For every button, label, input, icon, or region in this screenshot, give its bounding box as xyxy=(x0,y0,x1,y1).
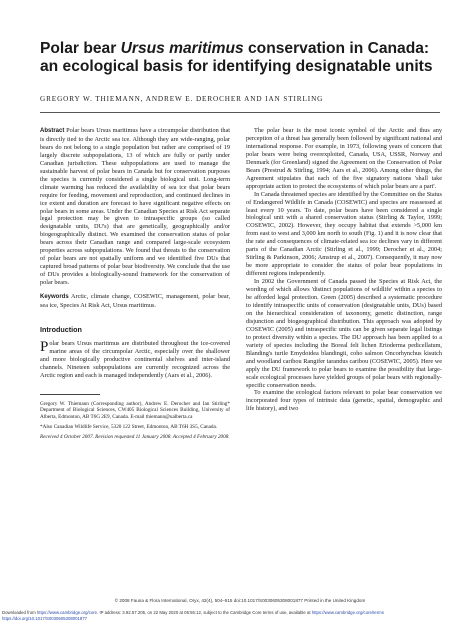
keywords xyxy=(40,293,230,310)
introduction-heading: Introduction xyxy=(40,324,82,334)
body-paragraph: The polar bear is the most iconic symbol of the Arctic and thus any perception of a threat has generally been followed by significant national and international response. For example, in 1973, following years of concern that polar bears were being overexploited, Canada, USA, USSR, Norway and Denmark (for Greenland) signed the Agreement on the Conservation of Polar Bears (Prestrud & Stirling, 1994; Aars et al., 2006). Among other things, the Agreement stipulates that each of the five signatory nations 'shall take appropriate action to protect the ecosystems of which polar bears are a part'. xyxy=(246,127,442,190)
introduction-text: olar bears Ursus maritimus are distributed throughout the ice-covered marine areas of the circumpolar Arctic, especially over the shallower and more biologically productive continental shelves and inter-island channels. Nineteen subpopulations are currently recognized across the Arctic region and each is managed independently (Aars et al., 2006). xyxy=(40,339,230,379)
secondary-affiliation-footnote: *Also Canadian Wildlife Service, 5320 122 Street, Edmonton, AB T6H 3S5, Canada. xyxy=(40,423,218,430)
body-paragraph: In 2002 the Government of Canada passed the Species at Risk Act, the wording of which allows 'distinct populations of wildlife' within a species to be afforded legal protection. Green (2005) described a systematic procedure to identify intraspecific units of conservation (designatable units, DUs) based on the hierarchical consideration of taxonomy, genetic distinction, range disjunction and biogeographical distribution. This approach was adopted by COSEWIC (2005) and intraspecific units can be given separate legal listings to protect diversity within a species. The DU approach has been applied to a variety of species including the Boreal felt lichen Erioderma pedicellatum, Blanding's turtle Emydoidea blandingii, coho salmon Oncorhynchus kisutch and woodland caribou Rangifer tarandus caribou (COSEWIC, 2005). Here we apply the DU framework to polar bears to examine the possibility that large-scale ecological processes have yielded groups of polar bears with regionally-specific conservation needs. xyxy=(246,278,442,389)
body-paragraph: In Canada threatened species are identified by the Committee on the Status of Endangered Wildlife in Canada (COSEWIC) and species are reassessed at least every 10 years. To date, polar bears have been considered a single biological unit with a shared conservation status (Stirling & Taylor, 1999; COSEWIC, 2002). However, they occupy habitat that extends >5,000 km from east to west and 3,000 km north to south (Fig. 1) and it is now clear that the rate and consequences of climate-related sea ice declines vary in different parts of the Canadian Arctic (Stirling et al., 1999; Derocher et al., 2004; Stirling & Parkinson, 2006; Amstrup et al., 2007). Consequently, it may now be more appropriate to consider the status of polar bear populations in different regions independently. xyxy=(246,190,442,278)
abstract xyxy=(40,127,230,287)
body-paragraph: To examine the ecological factors relevant to polar bear conservation we incorporated four types of intrinsic data (genetic, spatial, demographic and life history), and two xyxy=(246,389,442,413)
abstract-text: Polar bears Ursus maritimus have a circumpolar distribution that is directly tied to the Arctic sea ice. Although they are wide-ranging, polar bears do not belong to a single population but rather are comprised of 19 largely discrete subpopulations, 13 of which are fully or partly under Canadian jurisdiction. These subpopulations are used to manage the sustainable harvest of polar bears in Canada but for conservation purposes the species is currently considered a single biological unit. Long-term climate warming has reduced the availability of sea ice that polar bears require for feeding, movement and reproduction, and continued declines in ice extent and duration are forecast to have significant negative effects on polar bears in some areas. Under the Canadian Species at Risk Act separate legal protection may be given to intraspecific groups (so called designatable units, DU's) that are genetically, geographically and/or biogeographically distinct. We examined the conservation status of polar bears across their Canadian range and compared large-scale ecosystem properties across subpopulations. We found that threats to the conservation of polar bears are not spatially uniform and we identified five DUs that captured broad patterns of polar bear biodiversity. We conclude that the use of DUs provides a biologically-sound framework for the conservation of polar bears. xyxy=(40,127,230,287)
keywords-label: Keywords xyxy=(40,294,69,301)
terms-link[interactable]: https://www.cambridge.org/core/terms xyxy=(311,610,384,615)
paper-title: Polar bear Ursus maritimus conservation in Canada: an ecological basis for identifying designatable units xyxy=(40,40,433,75)
left-column xyxy=(40,127,230,445)
author-list: GREGORY W. THIEMANN, ANDREW E. DEROCHER AND IAN STIRLING xyxy=(40,95,324,103)
journal-footer: © 2008 Fauna & Flora International, Oryx, 42(4), 504–515 doi:10.1017/S0030605308001877 Printed in the United Kingdom xyxy=(114,598,366,603)
cambridge-core-link[interactable]: https://www.cambridge.org/core xyxy=(36,610,98,615)
footnote-divider xyxy=(40,394,100,395)
drop-cap: P xyxy=(40,338,49,355)
download-notice: Downloaded from https://www.cambridge.org/core. IP address: 3.92.57.205, on 22 May 2020 at 06:55:12, subject to the Cambridge Core terms of use, available at https://www.cambridge.org/core/terms https://doi.org/10.1017/S0030605308001877 xyxy=(2,610,384,621)
header-divider xyxy=(40,112,440,113)
doi-link[interactable]: https://doi.org/10.1017/S0030605308001877 xyxy=(2,615,88,621)
right-column xyxy=(246,127,442,413)
keywords-text: Arctic, climate change, COSEWIC, management, polar bear, sea ice, Species At Risk Act, Ursus maritimus. xyxy=(40,293,231,310)
received-accepted-dates: Received 4 October 2007. Revision requested 11 January 2008. Accepted 4 February 2008. xyxy=(40,434,230,441)
title-species-name: Ursus maritimus xyxy=(120,40,244,57)
abstract-label: Abstract xyxy=(40,128,65,134)
author-affiliation-footnote: Gregory W. Thiemann (Corresponding author), Andrew E. Derocher and Ian Stirling* Department of Biological Sciences, CW405 Biological Sciences Building, University of Alberta, Edmonton, AB T6G 2E9, Canada. E-mail thiemann@ualberta.ca xyxy=(40,400,230,420)
introduction-paragraph xyxy=(40,340,230,380)
